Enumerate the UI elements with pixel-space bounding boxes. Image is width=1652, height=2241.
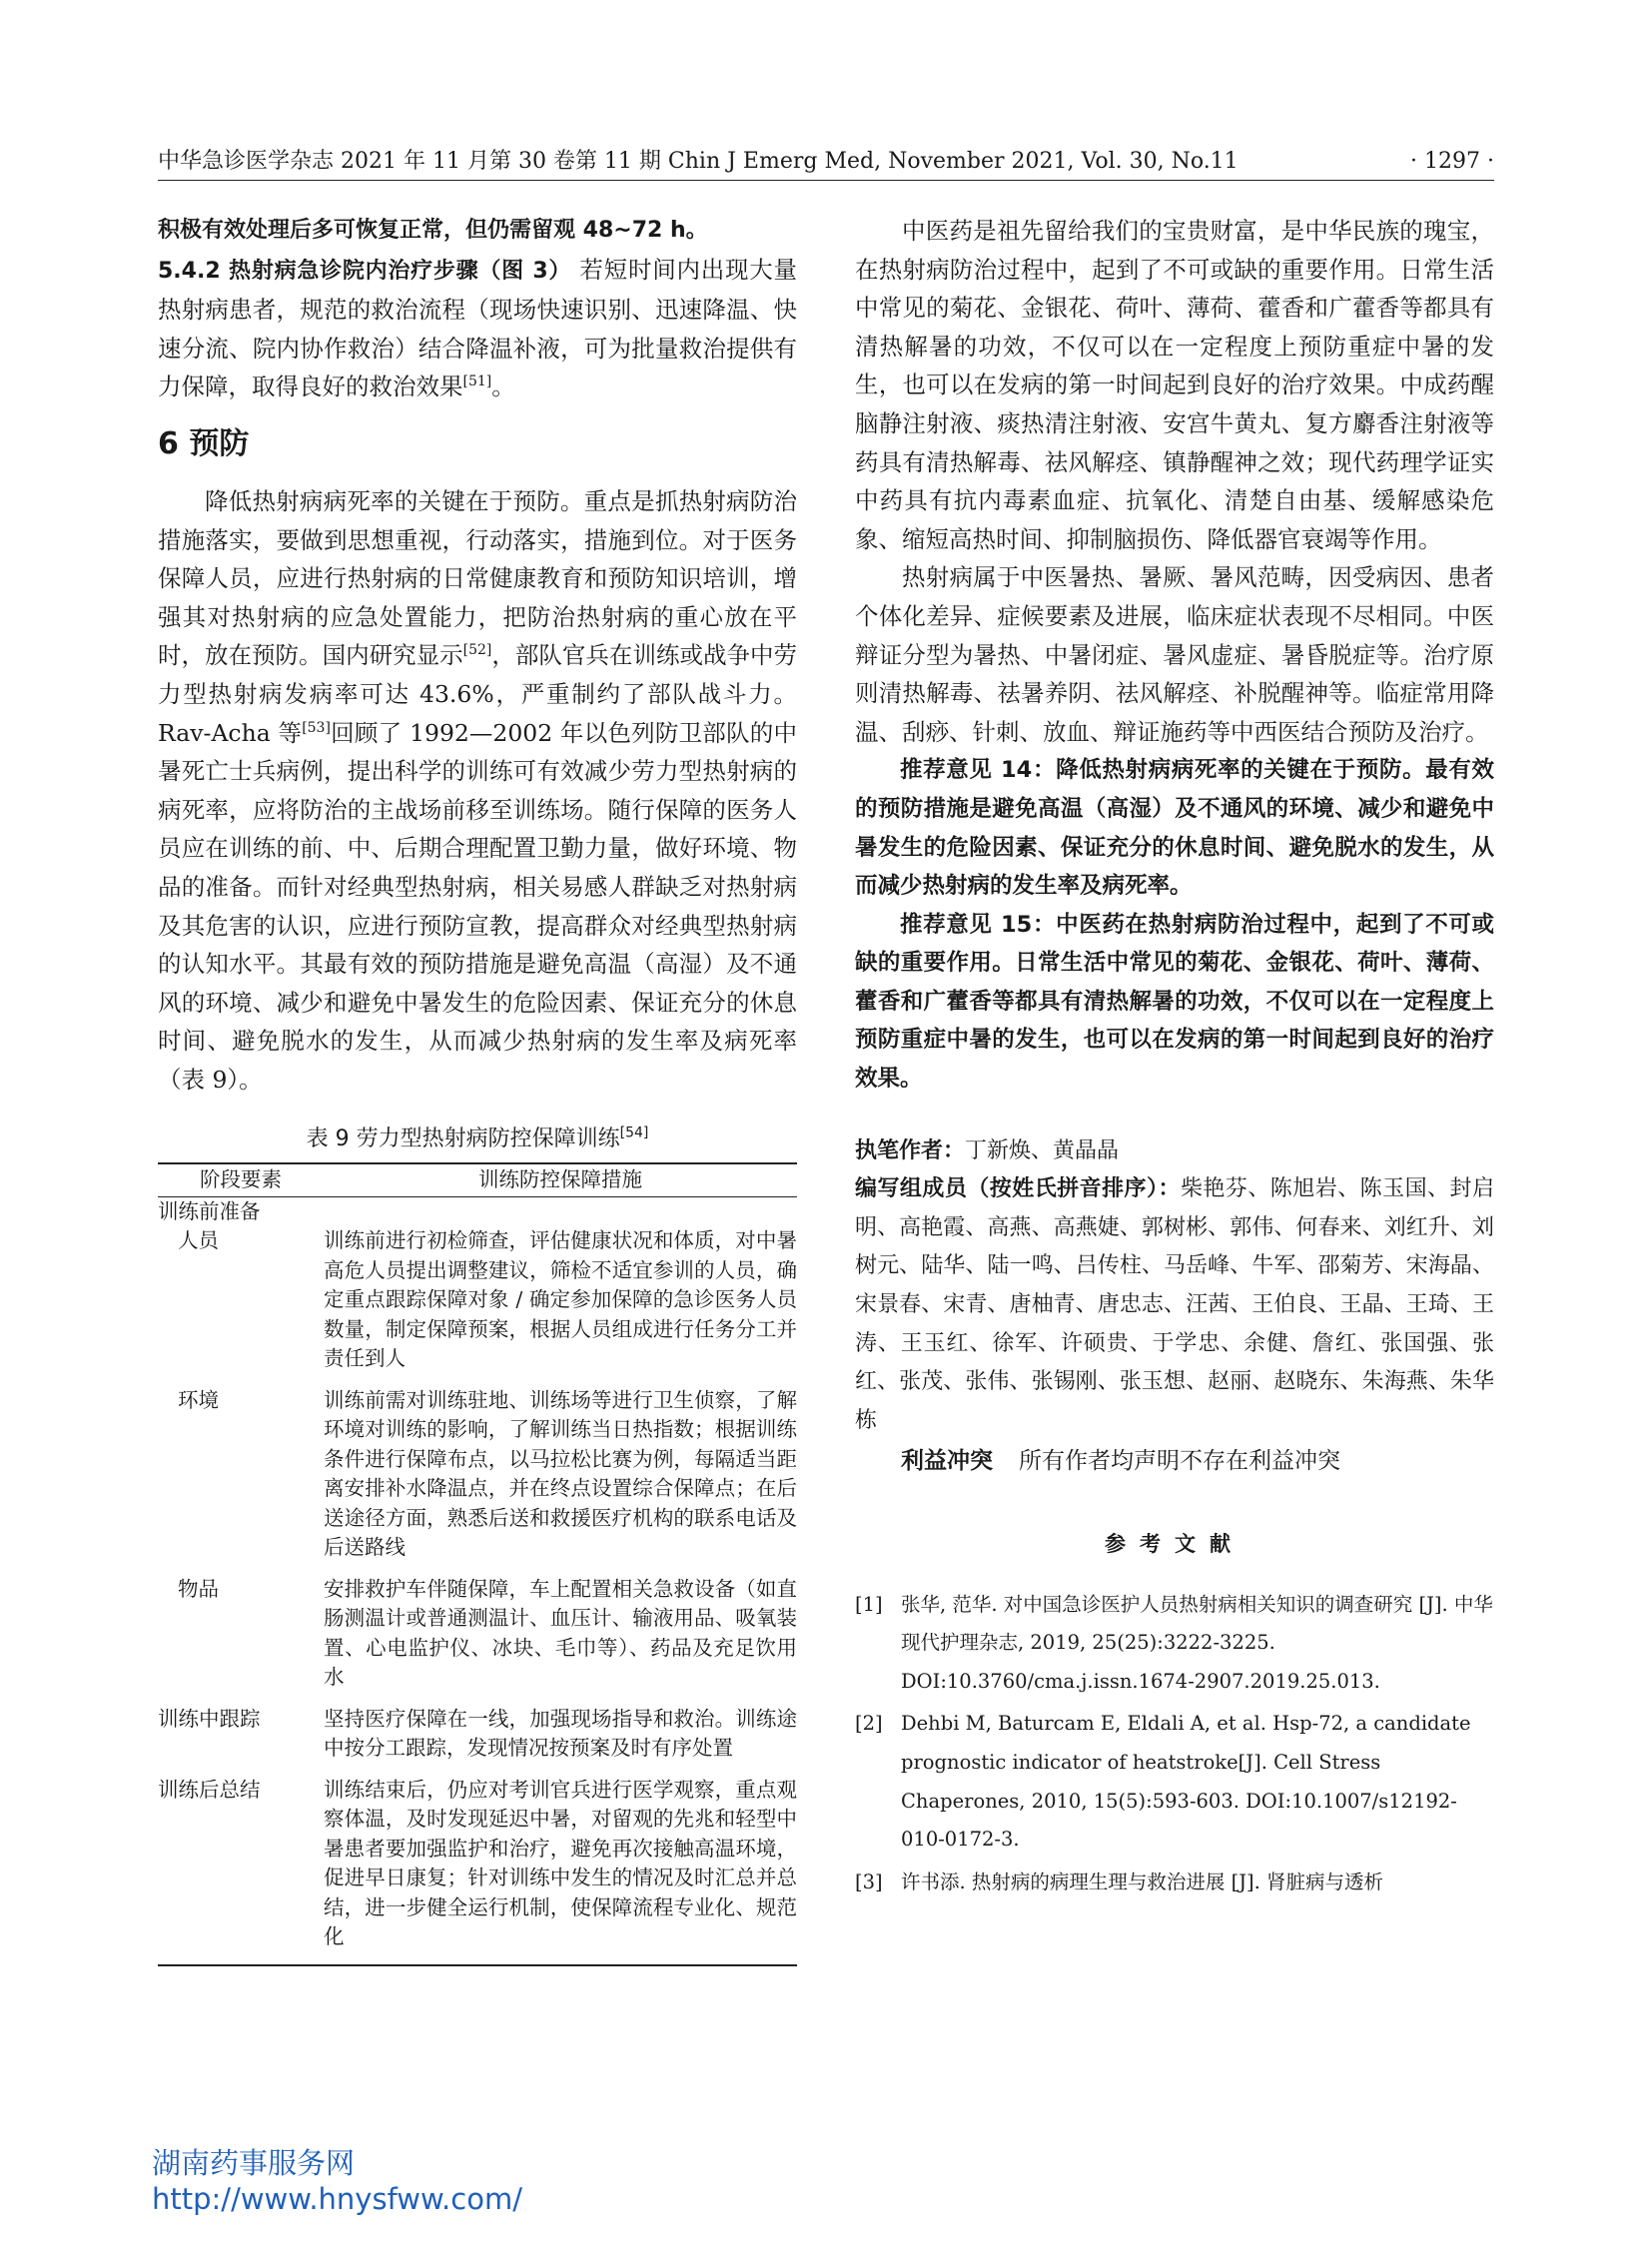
- references-heading: 参考文献: [1105, 1532, 1244, 1556]
- recommendations: [855, 751, 1494, 1098]
- citation-54[interactable]: [54]: [619, 1125, 649, 1142]
- table-cell-measure: 训练结束后，仍应对考训官兵进行医学观察，重点观察体温，及时发现延迟中暑，对留观的先兆和轻型中暑患者要加强监护和治疗，避免再次接触高温环境，促进早日康复；针对训练中发生的情况及时汇总并总结，进一步健全运行机制，使保障流程专业化、规范化: [324, 1776, 797, 1965]
- reference-item: [855, 1864, 1494, 1902]
- table-group-spacer: [324, 1196, 797, 1226]
- watermark-site-name: 湖南药事服务网: [152, 2146, 356, 2180]
- table-cell-stage: 训练中跟踪: [158, 1706, 261, 1731]
- recommendation-15: 推荐意见 15：中医药在热射病防治过程中，起到了不可或缺的重要作用。日常生活中常见的菊花、金银花、荷叶、薄荷、藿香和广藿香等都具有清热解暑的功效，不仅可以在一定程度上预防重症中暑的发生，也可以在发病的第一时间起到良好的治疗效果。: [855, 911, 1494, 1093]
- table-cell-stage: 物品: [178, 1576, 219, 1601]
- reference-text: 张华, 范华. 对中国急诊医护人员热射病相关知识的调查研究 [J]. 中华现代护理杂志, 2019, 25(25):3222-3225. DOI:10.3760/cma.j.issn.1674-2907.2019.25.013.: [901, 1592, 1493, 1693]
- table-9-caption: [158, 1124, 797, 1154]
- continued-paragraph: 积极有效处理后多可恢复正常，但仍需留观 48~72 h。: [158, 218, 708, 243]
- citation-52[interactable]: [52]: [462, 642, 492, 659]
- reference-item: [855, 1586, 1494, 1702]
- left-column: [158, 212, 797, 1966]
- lead-authors-names: 丁新焕、黄晶晶: [965, 1137, 1120, 1163]
- group-members: [855, 1170, 1494, 1440]
- lead-authors-label: 执笔作者：: [855, 1137, 966, 1163]
- journal-citation: 中华急诊医学杂志 2021 年 11 月第 30 卷第 11 期 Chin J Emerg Med, November 2021, Vol. 30, No.11: [158, 149, 1239, 174]
- group-members-names: 柴艳芬、陈旭岩、陈玉国、封启明、高艳霞、高燕、高燕婕、郭树彬、郭伟、何春来、刘红升、刘树元、陆华、陆一鸣、吕传柱、马岳峰、牛军、邵菊芳、宋海晶、宋景春、宋青、唐柚青、唐忠志、汪茜、王伯良、王晶、王琦、王涛、王玉红、徐军、许硕贵、于学忠、余健、詹红、张国强、张红、张茂、张伟、张锡刚、张玉想、赵丽、赵晓东、朱海燕、朱华栋: [855, 1176, 1494, 1433]
- tcm-paragraph-1: 中医药是祖先留给我们的宝贵财富，是中华民族的瑰宝，在热射病防治过程中，起到了不可或缺的重要作用。日常生活中常见的菊花、金银花、荷叶、薄荷、藿香和广藿香等都具有清热解暑的功效，不仅可以在一定程度上预防重症中暑的发生，也可以在发病的第一时间起到良好的治疗效果。中成药醒脑静注射液、痰热清注射液、安宫牛黄丸、复方麝香注射液等药具有清热解毒、祛风解痉、镇静醒神之效；现代药理学证实中药具有抗内毒素血症、抗氧化、清楚自由基、缓解感染危象、缩短高热时间、抑制脑损伤、降低器官衰竭等作用。: [855, 217, 1494, 553]
- section-5-4-2: [158, 251, 797, 406]
- prevention-paragraph: [158, 482, 797, 1100]
- section-5-4-2-end: 。: [491, 373, 515, 401]
- watermark-url[interactable]: http://www.hnysfww.com/: [152, 2182, 522, 2216]
- table-cell-stage: 人员: [178, 1228, 219, 1253]
- reference-text: Dehbi M, Baturcam E, Eldali A, et al. Hsp-72, a candidate prognostic indicator of heatstroke[J]. Cell Stress Chaperones, 2010, 15(5):593-603. DOI:10.1007/s12192-010-0172-3.: [901, 1712, 1471, 1852]
- table-row: [158, 1575, 797, 1705]
- reference-number: [3]: [855, 1869, 883, 1893]
- section-5-4-2-heading: 5.4.2 热射病急诊院内治疗步骤（图 3）: [158, 258, 572, 284]
- prevention-text-2: ，部队官兵在训练或战争中劳力型热射病发病率可达 43.6%，严重制约了部队战斗力。Rav-Acha 等: [158, 641, 797, 747]
- coi-text: 所有作者均声明不存在利益冲突: [1019, 1448, 1340, 1475]
- section-5-4-2-body: 若短时间内出现大量热射病患者，规范的救治流程（现场快速识别、迅速降温、快速分流、院内协作救治）结合降温补液，可为批量救治提供有力保障，取得良好的救治效果: [158, 255, 797, 401]
- page-number: · 1297 ·: [1410, 149, 1494, 174]
- table-header-stage: 阶段要素: [158, 1163, 324, 1196]
- reference-text: 许书添. 热射病的病理生理与救治进展 [J]. 肾脏病与透析: [901, 1869, 1384, 1893]
- right-column: [855, 212, 1494, 1905]
- running-header: [158, 148, 1494, 176]
- table-cell-measure: 安排救护车伴随保障，车上配置相关急救设备（如直肠测温计或普通测温计、血压计、输液用品、吸氧装置、心电监护仪、冰块、毛巾等）、药品及充足饮用水: [324, 1576, 797, 1690]
- table-row: [158, 1226, 797, 1386]
- reference-item: [855, 1705, 1494, 1859]
- group-members-label: 编写组成员（按姓氏拼音排序）：: [855, 1176, 1181, 1202]
- section-6-heading: 6 预防: [158, 425, 250, 461]
- table-cell-stage: 训练后总结: [158, 1776, 324, 1965]
- recommendation-14: 推荐意见 14：降低热射病病死率的关键在于预防。最有效的预防措施是避免高温（高湿）及不通风的环境、减少和避免中暑发生的危险因素、保证充分的休息时间、避免脱水的发生，从而减少热射病的发生率及病死率。: [855, 757, 1494, 900]
- prevention-text-1: 降低热射病病死率的关键在于预防。重点是抓热射病防治措施落实，要做到思想重视，行动落实，措施到位。对于医务保障人员，应进行热射病的日常健康教育和预防知识培训，增强其对热射病的应急处置能力，把防治热射病的重心放在平时，放在预防。国内研究显示: [158, 486, 797, 670]
- table-row: [158, 1776, 797, 1965]
- reference-number: [2]: [855, 1712, 883, 1736]
- citation-51[interactable]: [51]: [462, 374, 492, 390]
- watermark: [152, 2145, 522, 2217]
- table-cell-stage: 环境: [178, 1387, 219, 1412]
- conflict-of-interest: [855, 1442, 1494, 1481]
- coi-label: 利益冲突: [901, 1448, 993, 1475]
- table-cell-measure: 坚持医疗保障在一线，加强现场指导和救治。训练途中按分工跟踪，发现情况按预案及时有序处置: [324, 1706, 797, 1761]
- lead-authors: [855, 1132, 1494, 1171]
- table-9-caption-text: 表 9 劳力型热射病防控保障训练: [306, 1126, 620, 1152]
- table-group-label: 训练前准备: [158, 1198, 261, 1223]
- table-row: [158, 1705, 797, 1776]
- table-header-measure: 训练防控保障措施: [324, 1163, 797, 1196]
- table-row: [158, 1386, 797, 1575]
- table-9: [158, 1162, 797, 1966]
- header-rule: [158, 180, 1494, 181]
- citation-53[interactable]: [53]: [302, 719, 331, 736]
- table-cell-measure: 训练前进行初检筛查，评估健康状况和体质，对中暑高危人员提出调整建议，筛检不适宜参训的人员，确定重点跟踪保障对象 / 确定参加保障的急诊医务人员数量，制定保障预案，根据人员组成进行任务分工并责任到人: [324, 1228, 797, 1371]
- table-cell-measure: 训练前需对训练驻地、训练场等进行卫生侦察，了解环境对训练的影响，了解训练当日热指数；根据训练条件进行保障布点，以马拉松比赛为例，每隔适当距离安排补水降温点，并在终点设置综合保障点；在后送途径方面，熟悉后送和救援医疗机构的联系电话及后送路线: [324, 1387, 797, 1560]
- reference-number: [1]: [855, 1592, 883, 1616]
- author-block: [855, 1132, 1494, 1481]
- prevention-text-3: 回顾了 1992—2002 年以色列防卫部队的中暑死亡士兵病例，提出科学的训练可有效减少劳力型热射病的病死率，应将防治的主战场前移至训练场。随行保障的医务人员应在训练的前、中、后期合理配置卫勤力量，做好环境、物品的准备。而针对经典型热射病，相关易感人群缺乏对热射病及其危害的认识，应进行预防宣教，提高群众对经典型热射病的认知水平。其最有效的预防措施是避免高温（高湿）及不通风的环境、减少和避免中暑发生的危险因素、保证充分的休息时间、避免脱水的发生，从而减少热射病的发生率及病死率（表 9）。: [158, 718, 797, 1094]
- tcm-paragraph-2: 热射病属于中医暑热、暑厥、暑风范畴，因受病因、患者个体化差异、症候要素及进展，临床症状表现不尽相同。中医辩证分型为暑热、中暑闭症、暑风虚症、暑昏脱症等。治疗原则清热解毒、祛暑养阴、祛风解痉、补脱醒神等。临症常用降温、刮痧、针刺、放血、辩证施药等中西医结合预防及治疗。: [855, 563, 1494, 746]
